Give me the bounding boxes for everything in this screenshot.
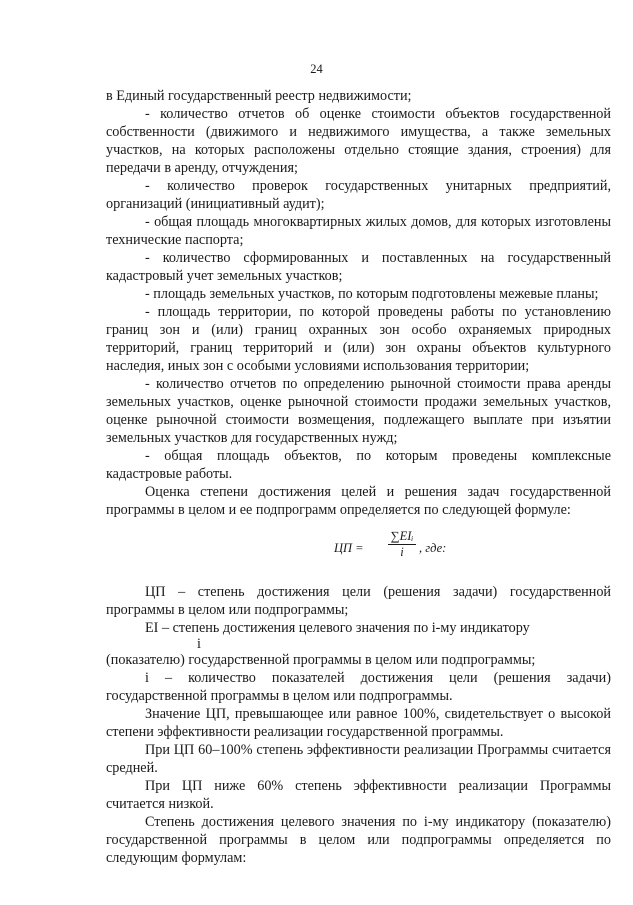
paragraph-medium-efficiency: При ЦП 60–100% степень эффективности реализации Программы считается средней. bbox=[106, 742, 611, 776]
paragraph-formula-intro: Оценка степени достижения целей и решения задач государственной программы в целом и ее подпрограмм определяется по следующей формуле: bbox=[106, 484, 611, 518]
definition-ei bbox=[106, 619, 611, 651]
list-item-protected-zones: - площадь территории, по которой проведены работы по установлению границ зон и (или) границ охранных зон особо охраняемых природных территорий, границ территорий и (или) зон охраны объектов культурного наследия, иных зон с особыми условиями использования территории; bbox=[106, 304, 611, 374]
definition-i: i – количество показателей достижения цели (решения задачи) государственной программы в целом или подпрограммы. bbox=[106, 670, 611, 704]
paragraph-intro: в Единый государственный реестр недвижимости; bbox=[106, 88, 412, 104]
definition-cp: ЦП – степень достижения цели (решения задачи) государственной программы в целом или подпрограммы; bbox=[106, 584, 611, 618]
page-number: 24 bbox=[310, 62, 323, 76]
formula-denominator: i bbox=[400, 545, 404, 559]
list-item-market-value-reports: - количество отчетов по определению рыночной стоимости права аренды земельных участков, оценке рыночной стоимости продажи земельных участков, оценке рыночной стоимости возмещения, подлежащего выплате при изъятии земельных участков для государственных нужд; bbox=[106, 376, 611, 446]
paragraph-indicator-formulas: Степень достижения целевого значения по i-му индикатору (показателю) государственной программы в целом или подпрограммы определяется по следующим формулам: bbox=[106, 814, 611, 866]
formula-fraction bbox=[388, 529, 416, 560]
formula-cp bbox=[106, 525, 611, 575]
paragraph-high-efficiency: Значение ЦП, превышающее или равное 100%, свидетельствует о высокой степени эффективности реализации государственной программы. bbox=[106, 706, 611, 740]
formula-rhs: , где: bbox=[419, 541, 447, 555]
formula-numerator: ∑EIᵢ bbox=[388, 529, 416, 545]
formula-lhs: ЦП = bbox=[334, 541, 364, 555]
list-item-apartment-area: - общая площадь многоквартирных жилых домов, для которых изготовлены технические паспорта; bbox=[106, 214, 611, 248]
definition-ei-continued: (показателю) государственной программы в целом или подпрограммы; bbox=[106, 652, 536, 668]
list-item-cadastral-works: - общая площадь объектов, по которым проведены комплексные кадастровые работы. bbox=[106, 448, 611, 482]
document-body bbox=[106, 87, 611, 867]
list-item-audits: - количество проверок государственных унитарных предприятий, организаций (инициативный аудит); bbox=[106, 178, 611, 212]
list-item-boundary-plans: - площадь земельных участков, по которым подготовлены межевые планы; bbox=[145, 286, 599, 302]
paragraph-low-efficiency: При ЦП ниже 60% степень эффективности реализации Программы считается низкой. bbox=[106, 778, 611, 812]
list-item-valuation-reports: - количество отчетов об оценке стоимости объектов государственной собственности (движимого и недвижимого имущества, а также земельных участков, на которых расположены отдельно стоящие здания, строения) для передачи в аренду, отчуждения; bbox=[106, 106, 611, 176]
definition-ei-line1: EI – степень достижения целевого значения по i-му индикатору bbox=[145, 620, 530, 636]
definition-ei-subscript: i bbox=[197, 636, 201, 652]
list-item-cadastral-plots: - количество сформированных и поставленных на государственный кадастровый учет земельных участков; bbox=[106, 250, 611, 284]
